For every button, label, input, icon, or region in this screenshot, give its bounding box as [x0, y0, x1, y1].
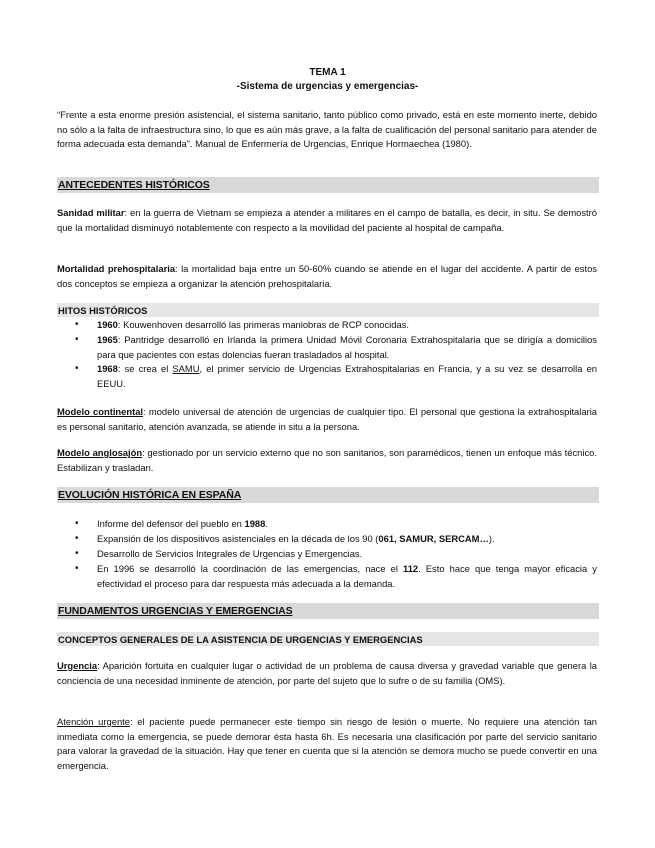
list-item-evolucion: [75, 532, 597, 547]
term-text: : la mortalidad baja entre un 50-60% cuando se atiende en el lugar del accidente. A partir de estos dos conceptos se empieza a organizar la atención prehospitalaria.: [57, 263, 597, 289]
paragraph-atencion-urgente: [57, 715, 597, 773]
paragraph-mortalidad: [57, 262, 597, 291]
year-label: 1960: [97, 319, 118, 330]
page-subtitle: -Sistema de urgencias y emergencias-: [236, 81, 419, 92]
subheading-text: HITOS HISTÓRICOS: [58, 304, 148, 316]
term-label: Modelo continental: [57, 406, 144, 417]
item-text: . Esto hace que tenga mayor eficacia y efectividad el proceso para dar respuesta más adecuada a la demanda.: [97, 563, 597, 589]
item-text: En 1996 se desarrolló la coordinación de las emergencias, nace el: [97, 563, 403, 574]
item-text: : Kouwenhoven desarrolló las primeras maniobras de RCP conocidas.: [117, 319, 409, 330]
bullet-icon: •: [75, 518, 79, 529]
item-text: ).: [488, 533, 495, 544]
item-bold: 061, SAMUR, SERCAM…: [378, 533, 489, 544]
paragraph-urgencia: [57, 659, 597, 688]
bullet-icon: •: [75, 563, 79, 574]
item-text: Informe del defensor del pueblo en: [97, 518, 245, 529]
section-heading-text: FUNDAMENTOS URGENCIAS Y EMERGENCIAS: [58, 605, 293, 617]
paragraph-modelo-continental: [57, 405, 597, 434]
item-text: : Pantridge desarrolló en Irlanda la primera Unidad Móvil Coronaria Extrahospitalaria que se dirigía a domicilios para que pacientes con estas dolencias fueran trasladados al hospital.: [97, 334, 597, 360]
paragraph-modelo-anglosajon: [57, 446, 597, 475]
list-item-hito-1960: [75, 318, 597, 333]
term-text: : modelo universal de atención de urgencias de cualquier tipo. El personal que gestiona la extrahospitalaria es personal sanitario, atención avanzada, se atiende in situ a la persona.: [57, 406, 597, 432]
section-heading-text: EVOLUCIÓN HISTÓRICA EN ESPAÑA: [58, 489, 242, 501]
year-label: 1965: [97, 334, 118, 345]
item-bold: 112: [403, 563, 419, 574]
item-text: .: [265, 518, 268, 529]
page-title: TEMA 1: [309, 67, 346, 78]
subheading-conceptos: [57, 632, 599, 646]
item-text: , el primer servicio de Urgencias Extrahospitalarias en Francia, y a su vez se desarrolla en EEUU.: [97, 363, 597, 389]
term-label: Atención urgente: [57, 716, 130, 727]
list-item-evolucion: [75, 562, 597, 591]
list-item-evolucion: [75, 517, 597, 532]
term-label: Mortalidad prehospitalaria: [57, 263, 176, 274]
bullet-icon: •: [75, 319, 79, 330]
subheading-hitos: [57, 303, 599, 317]
item-text: : se crea el: [117, 363, 173, 374]
bullet-icon: •: [75, 533, 79, 544]
list-item-hito-1968: [75, 362, 597, 391]
term-text: : el paciente puede permanecer este tiempo sin riesgo de lesión o muerte. No requiere una atención tan inmediata como la emergencia, se puede demorar ésta hasta 6h. Es necesaria una clasificación por parte del servicio sanitario para valorar la gravedad de la situación. Hay que tener en cuenta que si la atención se demora mucho se puede convertir en una emergencia.: [57, 716, 598, 771]
term-text: : gestionado por un servicio externo que no son sanitarios, son paramédicos, tienen un enfoque más técnico. Estabilizan y trasladan.: [57, 447, 597, 473]
term-text: : Aparición fortuita en cualquier lugar o actividad de un problema de causa diversa y gravedad variable que genera la conciencia de una necesidad inminente de atención, por parte del sujeto que lo sufre o de su familia (OMS).: [57, 660, 597, 686]
section-heading-fundamentos: [57, 603, 599, 619]
bullet-icon: •: [75, 548, 79, 559]
paragraph-sanidad-militar: [57, 206, 597, 235]
term-text: : en la guerra de Vietnam se empieza a atender a militares en el campo de batalla, es decir, in situ. Se demostró que la mortalidad disminuyó notablemente con respecto a la movilidad del paciente al hospital de campaña.: [57, 207, 597, 233]
subheading-text: CONCEPTOS GENERALES DE LA ASISTENCIA DE URGENCIAS Y EMERGENCIAS: [58, 633, 423, 645]
term-label: Urgencia: [57, 660, 98, 671]
section-heading-text: ANTECEDENTES HISTÓRICOS: [58, 179, 210, 191]
list-item-hito-1965: [75, 333, 597, 362]
list-item-evolucion: [75, 547, 597, 562]
section-heading-antecedentes: [57, 177, 599, 193]
term-label: Sanidad militar: [57, 207, 125, 218]
section-heading-evolucion: [57, 487, 599, 503]
item-text: Desarrollo de Servicios Integrales de Urgencias y Emergencias.: [97, 548, 363, 559]
item-text: Expansión de los dispositivos asistenciales en la década de los 90 (: [97, 533, 379, 544]
intro-quote: “Frente a esta enorme presión asistencial, el sistema sanitario, tanto público como privado, está en este momento inerte, debido no sólo a la falta de infraestructura sino, lo que es aún más grave, a la falta de cualificación del personal sanitario para atender de forma adecuada esta demanda”. Manual de Enfermería de Urgencias, Enrique Hormaechea (1980).: [57, 109, 597, 149]
item-bold: 1988: [244, 518, 266, 529]
year-label: 1968: [97, 363, 118, 374]
samu-link[interactable]: SAMU: [172, 363, 200, 374]
term-label: Modelo anglosajón: [57, 447, 143, 458]
bullet-icon: •: [75, 363, 79, 374]
bullet-icon: •: [75, 334, 79, 345]
